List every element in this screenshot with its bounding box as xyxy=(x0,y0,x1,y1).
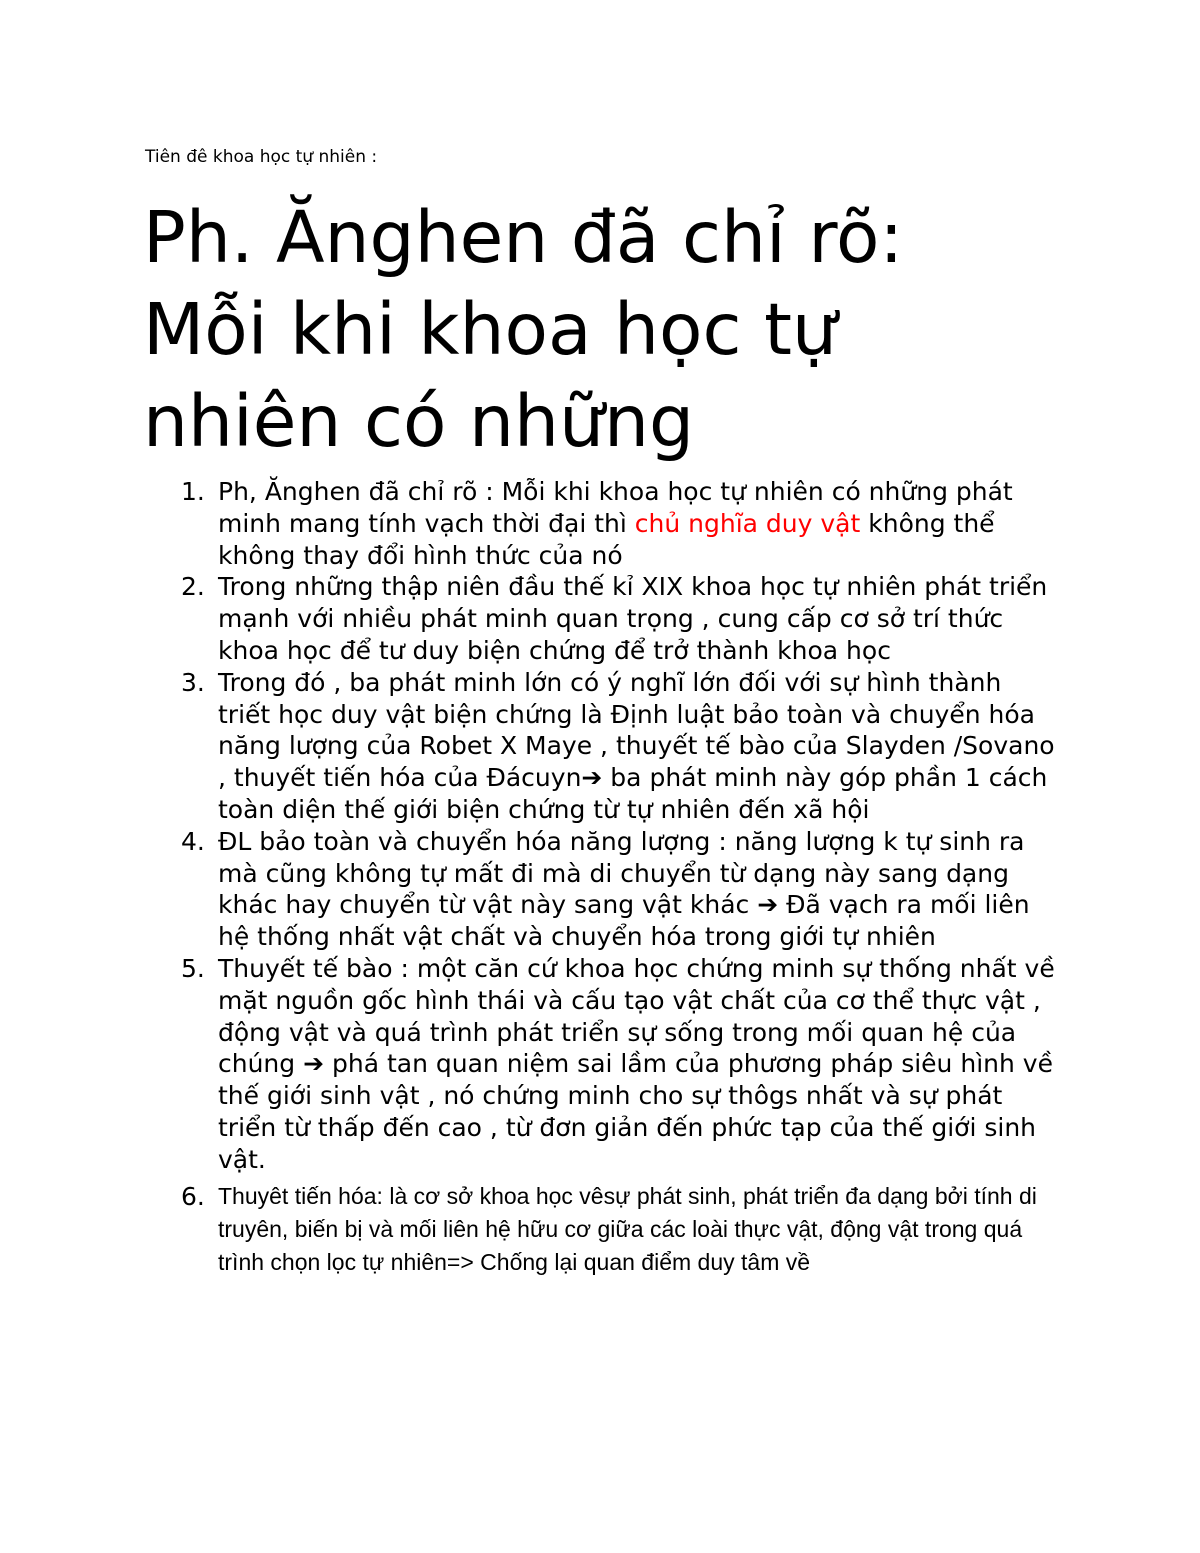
numbered-list xyxy=(0,476,1200,1279)
list-item-text: Trong đó , ba phát minh lớn có ý nghĩ lớn đối với sự hình thành triết học duy vật biện chứng là Định luật bảo toàn và chuyển hóa năng lượng của Robet X Maye , thuyết tế bào của Slayden /Sovano , thuyết tiến hóa của Đácuyn➔ ba phát minh này góp phần 1 cách toàn diện thế giới biện chứng từ tự nhiên đến xã hội xyxy=(218,667,1055,824)
list-item xyxy=(0,953,1060,1176)
list-item-text: ĐL bảo toàn và chuyển hóa năng lượng : năng lượng k tự sinh ra mà cũng không tự mất đi mà di chuyển từ dạng này sang dạng khác hay chuyển từ vật này sang vật khác ➔ Đã vạch ra mối liên hệ thống nhất vật chất và chuyển hóa trong giới tự nhiên xyxy=(218,826,1030,952)
list-item-text: Ph, Ănghen đã chỉ rõ : Mỗi khi khoa học tự nhiên có những phát minh mang tính vạch thời đại thì xyxy=(218,477,1013,538)
pre-title: Tiên đê khoa học tự nhiên : xyxy=(145,147,378,167)
list-item xyxy=(0,571,1060,666)
heading-line: Mỗi khi khoa học tự xyxy=(143,288,837,371)
list-item xyxy=(0,826,1060,953)
list-number: 1. xyxy=(181,477,205,506)
list-item xyxy=(0,476,1060,571)
list-number: 2. xyxy=(181,572,205,602)
highlighted-text: chủ nghĩa duy vật xyxy=(634,508,861,538)
list-item-text: Thuyết tế bào : một căn cứ khoa học chứng minh sự thống nhất về mặt nguồn gốc hình thái và cấu tạo vật chất của cơ thể thực vật , động vật và quá trình phát triển sự sống trong mối quan hệ của chúng ➔ phá tan quan niệm sai lầm của phương pháp siêu hình về thế giới sinh vật , nó chứng minh cho sự thôgs nhất và sự phát triển từ thấp đến cao , từ đơn giản đến phức tạp của thế giới sinh vật. xyxy=(218,953,1055,1174)
list-item xyxy=(0,667,1060,826)
list-number: 4. xyxy=(181,826,205,856)
heading-line: Ph. Ănghen đã chỉ rõ: xyxy=(143,196,904,279)
list-item-text: Trong những thập niên đầu thế kỉ XIX khoa học tự nhiên phát triển mạnh với nhiều phát minh quan trọng , cung cấp cơ sở trí thức khoa học để tư duy biện chứng để trở thành khoa học xyxy=(218,572,1048,665)
list-item-text: không thể không thay đổi hình thức của nó xyxy=(218,508,995,570)
list-number: 3. xyxy=(181,667,205,697)
heading xyxy=(143,192,1143,468)
heading-line: nhiên có những xyxy=(143,380,695,463)
list-item xyxy=(0,1180,1060,1279)
list-item-text: Thuyêt tiến hóa: là cơ sở khoa học vêsự phát sinh, phát triển đa dạng bởi tính di truyên, biến bị và mối liên hệ hữu cơ giữa các loài thực vật, động vật trong quá trình chọn lọc tự nhiên=> Chống lại quan điểm duy tâm về xyxy=(218,1182,1037,1275)
list-number: 6. xyxy=(181,1181,205,1211)
list-number: 5. xyxy=(181,953,205,983)
